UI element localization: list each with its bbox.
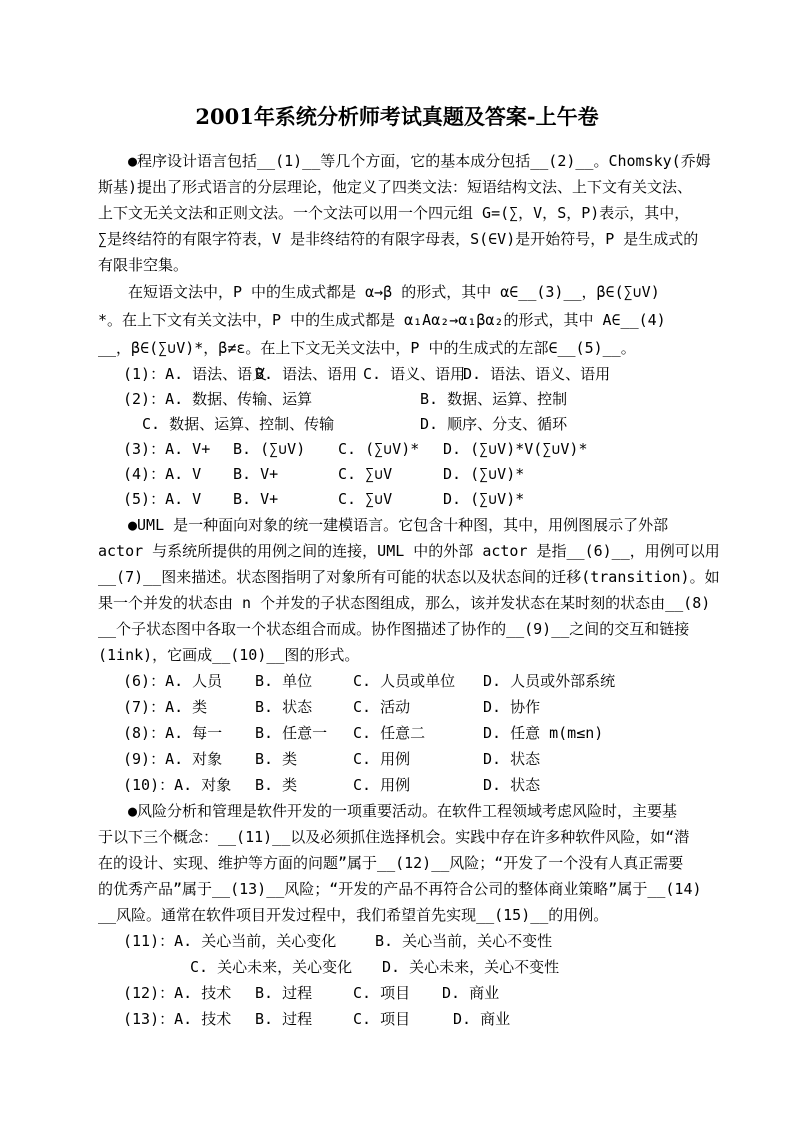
option-cell: (2)：A. 数据、传输、运算	[123, 390, 313, 408]
option-cell: (4)：A. V	[123, 465, 202, 483]
option-cell: D. (∑∪V)*	[443, 490, 525, 508]
option-cell: (12)：A. 技术	[123, 984, 232, 1002]
q2-options-row-9	[98, 746, 718, 772]
option-cell: D. 协作	[483, 698, 541, 716]
option-cell: D. 商业	[442, 984, 500, 1002]
q2-para-line: (1ink)，它画成__(10)__图的形式。	[98, 646, 360, 664]
q1-para1-line: ∑是终结符的有限字符表，V 是非终结符的有限字母表，S(∈V)是开始符号，P 是生成式的	[98, 230, 699, 248]
option-cell: D. 状态	[483, 750, 541, 768]
q1-options-row-1	[98, 362, 718, 387]
q1-para1-line: 有限非空集。	[98, 256, 189, 274]
option-cell: C. 语义、语用	[363, 365, 466, 383]
q1-para2-line: 在短语文法中，P 中的生成式都是 α→β 的形式，其中 α∈__(3)__，β∈(∑∪V)	[128, 283, 660, 301]
option-cell: B. 关心当前，关心不变性	[375, 932, 553, 950]
option-cell: (1)：A. 语法、语义	[123, 365, 268, 383]
option-cell: D. 状态	[483, 776, 541, 794]
option-cell: (9)：A. 对象	[123, 750, 223, 768]
option-cell: D. 商业	[453, 1010, 511, 1028]
option-cell: (10)：A. 对象	[123, 776, 232, 794]
option-cell: C. ∑∪V	[338, 465, 393, 483]
q1-para1-line: ●程序设计语言包括__(1)__等几个方面，它的基本成分包括__(2)__。Chomsky(乔姆	[128, 152, 711, 170]
option-cell: C. 关心未来，关心变化	[190, 958, 353, 976]
q2-options-row-8	[98, 720, 718, 746]
option-cell: B. V+	[233, 465, 279, 483]
option-cell: B. 数据、运算、控制	[420, 390, 568, 408]
option-cell: C. 用例	[353, 750, 411, 768]
option-cell: (11)：A. 关心当前，关心变化	[123, 932, 337, 950]
q2-para-line: actor 与系统所提供的用例之间的连接，UML 中的外部 actor 是指__(6)__，用例可以用	[98, 542, 720, 560]
option-cell: (6)：A. 人员	[123, 672, 223, 690]
q1-para2-line: *。在上下文有关文法中，P 中的生成式都是 α₁Aα₂→α₁βα₂的形式，其中 A∈__(4)	[98, 311, 666, 329]
q1-para2-line: __，β∈(∑∪V)*，β≠ε。在上下文无关文法中，P 中的生成式的左部∈__(5)__。	[98, 339, 636, 357]
option-cell: D. (∑∪V)*V(∑∪V)*	[443, 440, 588, 458]
option-cell: D. 顺序、分支、循环	[420, 415, 568, 433]
q2-para-line: __个子状态图中各取一个状态组合而成。协作图描述了协作的__(9)__之间的交互和链接	[98, 620, 690, 638]
option-cell: B. 语法、语用	[255, 365, 358, 383]
q1-para1-line: 斯基)提出了形式语言的分层理论，他定义了四类文法：短语结构文法、上下文有关文法、	[98, 178, 693, 196]
q1-options-row-2a	[98, 387, 718, 412]
q2-options-row-10	[98, 772, 718, 798]
option-cell: (7)：A. 类	[123, 698, 208, 716]
option-cell: B. 类	[255, 750, 298, 768]
option-cell: B. 过程	[255, 1010, 313, 1028]
option-cell: B. 任意一	[255, 724, 328, 742]
option-cell: C. 数据、运算、控制、传输	[142, 415, 335, 433]
q3-para-line: ●风险分析和管理是软件开发的一项重要活动。在软件工程领域考虑风险时，主要基	[128, 802, 678, 820]
option-cell: D. 任意 m(m≤n)	[483, 724, 604, 742]
q3-para-line: __风险。通常在软件项目开发过程中，我们希望首先实现__(15)__的用例。	[98, 906, 609, 924]
option-cell: C. ∑∪V	[338, 490, 393, 508]
option-cell: B. 单位	[255, 672, 313, 690]
option-cell: C. 活动	[353, 698, 411, 716]
q3-options-row-13	[98, 1006, 718, 1032]
q3-options-row-12	[98, 980, 718, 1006]
option-cell: B. 状态	[255, 698, 313, 716]
q3-options-row-11a	[98, 928, 718, 954]
q1-options-row-4	[98, 462, 718, 487]
option-cell: C. 人员或单位	[353, 672, 456, 690]
q1-options-row-2b	[98, 412, 718, 437]
q2-para-line: ●UML 是一种面向对象的统一建模语言。它包含十种图，其中，用例图展示了外部	[128, 516, 669, 534]
q3-para-line: 在的设计、实现、维护等方面的问题”属于__(12)__风险；“开发了一个没有人真正需要	[98, 854, 684, 872]
q1-para1-line: 上下文无关文法和正则文法。一个文法可以用一个四元组 G=(∑，V，S，P)表示，其中，	[98, 204, 690, 222]
option-cell: C. (∑∪V)*	[338, 440, 420, 458]
option-cell: C. 项目	[353, 984, 411, 1002]
option-cell: C. 任意二	[353, 724, 426, 742]
option-cell: D. (∑∪V)*	[443, 465, 525, 483]
option-cell: C. 用例	[353, 776, 411, 794]
option-cell: D. 语法、语义、语用	[463, 365, 611, 383]
page-title: 2001年系统分析师考试真题及答案-上午卷	[195, 104, 599, 129]
q3-options-row-11b	[98, 954, 718, 980]
option-cell: B. 过程	[255, 984, 313, 1002]
option-cell: (3)：A. V+	[123, 440, 211, 458]
document-body	[98, 148, 718, 1032]
q1-options-row-3	[98, 437, 718, 462]
option-cell: B. V+	[233, 490, 279, 508]
q2-options-row-7	[98, 694, 718, 720]
option-cell: (13)：A. 技术	[123, 1010, 232, 1028]
option-cell: D. 关心未来，关心不变性	[382, 958, 560, 976]
q1-options-row-5	[98, 487, 718, 512]
option-cell: (5)：A. V	[123, 490, 202, 508]
q2-para-line: 果一个并发的状态由 n 个并发的子状态图组成，那么，该并发状态在某时刻的状态由__(8)	[98, 594, 711, 612]
option-cell: D. 人员或外部系统	[483, 672, 616, 690]
option-cell: B. (∑∪V)	[233, 440, 306, 458]
option-cell: B. 类	[255, 776, 298, 794]
q3-para-line: 于以下三个概念：__(11)__以及必须抓住选择机会。实践中存在许多种软件风险，如“潜	[98, 828, 690, 846]
q2-options-row-6	[98, 668, 718, 694]
option-cell: (8)：A. 每一	[123, 724, 223, 742]
q2-para-line: __(7)__图来描述。状态图指明了对象所有可能的状态以及状态间的迁移(transition)。如	[98, 568, 720, 586]
option-cell: C. 项目	[353, 1010, 411, 1028]
q3-para-line: 的优秀产品”属于__(13)__风险；“开发的产品不再符合公司的整体商业策略”属于__(14)	[98, 880, 702, 898]
